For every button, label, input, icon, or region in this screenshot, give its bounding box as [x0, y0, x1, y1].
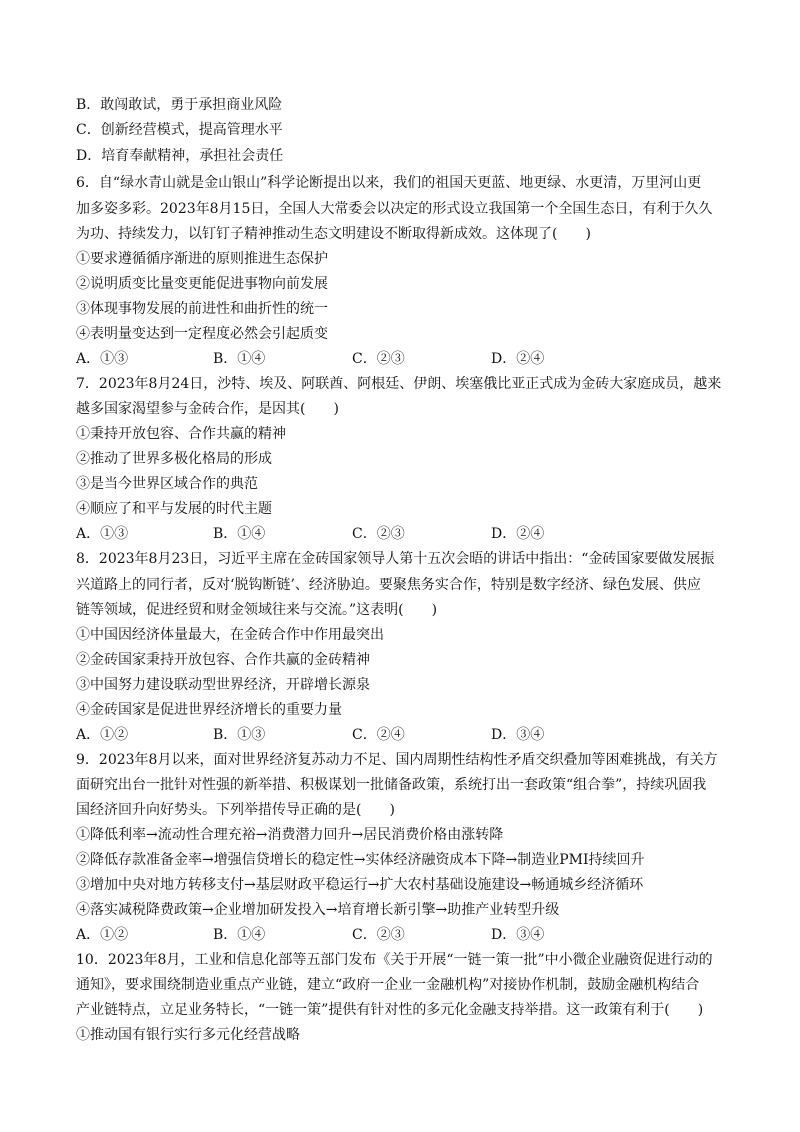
q10-statement-1: ①推动国有银行实行多元化经营战略	[76, 1027, 300, 1043]
q9-choice-d: D．③④	[491, 927, 545, 943]
q6-statement-4: ④表明量变达到一定程度必然会引起质变	[76, 326, 328, 342]
q9-statement-1: ①降低利率→流动性合理充裕→消费潜力回升→居民消费价格由涨转降	[76, 827, 504, 843]
q9-choice-c: C．②③	[352, 927, 405, 943]
q6-choice-d: D．②④	[491, 351, 545, 367]
q5-option-c: C．创新经营模式，提高管理水平	[76, 122, 283, 138]
q8-choice-a: A．①②	[76, 727, 129, 743]
q8-stem-line-3: 链等领域，促进经贸和财金领域往来与交流。”这表明( )	[76, 602, 438, 618]
q7-statement-1: ①秉持开放包容、合作共赢的精神	[76, 426, 286, 442]
q9-choices	[76, 925, 726, 945]
q6-choice-c: C．②③	[352, 351, 405, 367]
q7-statement-3: ③是当今世界区域合作的典范	[76, 476, 258, 492]
q8-choices	[76, 725, 726, 745]
q6-choice-a: A．①③	[76, 351, 129, 367]
q6-stem-line-3: 为功、持续发力，以钉钉子精神推动生态文明建设不断取得新成效。这体现了( )	[76, 226, 591, 242]
q9-stem-line-3: 国经济回升向好势头。下列举措传导正确的是( )	[76, 802, 395, 818]
q6-statement-3: ③体现事物发展的前进性和曲折性的统一	[76, 301, 328, 317]
q6-statement-1: ①要求遵循循序渐进的原则推进生态保护	[76, 251, 328, 267]
q8-statement-3: ③中国努力建设联动型世界经济，开辟增长源泉	[76, 677, 370, 693]
q8-choice-b: B．①③	[213, 727, 266, 743]
q7-stem-line-2: 越多国家渴望参与金砖合作，是因其( )	[76, 401, 339, 417]
q8-choice-c: C．②④	[352, 727, 405, 743]
q10-stem-line-2: 通知》，要求围绕制造业重点产业链，建立“政府一企业一金融机构”对接协作机制，鼓励金融机构结合	[76, 977, 700, 993]
q8-statement-4: ④金砖国家是促进世界经济增长的重要力量	[76, 702, 342, 718]
q9-statement-3: ③增加中央对地方转移支付→基层财政平稳运行→扩大农村基础设施建设→畅通城乡经济循环	[76, 877, 644, 893]
q7-stem-line-1: 7．2023年8月24日，沙特、埃及、阿联酋、阿根廷、伊朗、埃塞俄比亚正式成为金砖大家庭成员，越来	[76, 376, 722, 392]
q9-statement-4: ④落实减税降费政策→企业增加研发投入→培育增长新引擎→助推产业转型升级	[76, 902, 560, 918]
q5-option-d: D．培育奉献精神，承担社会责任	[76, 148, 284, 164]
q6-statement-2: ②说明质变比量变更能促进事物向前发展	[76, 276, 328, 292]
q7-choices	[76, 524, 726, 544]
q10-stem-line-1: 10．2023年8月，工业和信息化部等五部门发布《关于开展“一链一策一批”中小微企业融资促进行动的	[76, 952, 713, 968]
q7-choice-a: A．①③	[76, 526, 129, 542]
q9-stem-line-2: 面研究出台一批针对性强的新举措、积极谋划一批储备政策，系统打出一套政策“组合拳”，持续巩固我	[76, 777, 707, 793]
q6-stem-line-1: 6．自“绿水青山就是金山银山”科学论断提出以来，我们的祖国天更蓝、地更绿、水更清，万里河山更	[76, 175, 702, 191]
q7-choice-b: B．①④	[213, 526, 266, 542]
q6-choice-b: B．①④	[213, 351, 266, 367]
q7-choice-d: D．②④	[491, 526, 545, 542]
q8-stem-line-1: 8．2023年8月23日，习近平主席在金砖国家领导人第十五次会晤的讲话中指出：“金砖国家要做发展振	[76, 551, 715, 567]
q7-choice-c: C．②③	[352, 526, 405, 542]
q9-choice-a: A．①②	[76, 927, 129, 943]
q7-statement-4: ④顺应了和平与发展的时代主题	[76, 501, 272, 517]
q8-stem-line-2: 兴道路上的同行者，反对‘脱钩断链’、经济胁迫。要聚焦务实合作，特别是数字经济、绿色发展、供应	[76, 577, 701, 593]
q6-stem-line-2: 加多姿多彩。2023年8月15日，全国人大常委会以决定的形式设立我国第一个全国生态日，有利于久久	[76, 201, 713, 217]
q9-stem-line-1: 9．2023年8月以来，面对世界经济复苏动力不足、国内周期性结构性矛盾交织叠加等困难挑战，有关方	[76, 752, 718, 768]
q10-stem-line-3: 产业链特点，立足业务特长，“一链一策”提供有针对性的多元化金融支持举措。这一政策有利于( )	[76, 1002, 704, 1018]
q9-statement-2: ②降低存款准备金率→增强信贷增长的稳定性→实体经济融资成本下降→制造业PMI持续回升	[76, 852, 645, 868]
q8-statement-1: ①中国因经济体量最大，在金砖合作中作用最突出	[76, 627, 384, 643]
q6-choices	[76, 349, 726, 369]
q5-option-b: B．敢闯敢试，勇于承担商业风险	[76, 97, 283, 113]
q7-statement-2: ②推动了世界多极化格局的形成	[76, 451, 272, 467]
q8-statement-2: ②金砖国家秉持开放包容、合作共赢的金砖精神	[76, 652, 370, 668]
q8-choice-d: D．③④	[491, 727, 545, 743]
q9-choice-b: B．①④	[213, 927, 266, 943]
